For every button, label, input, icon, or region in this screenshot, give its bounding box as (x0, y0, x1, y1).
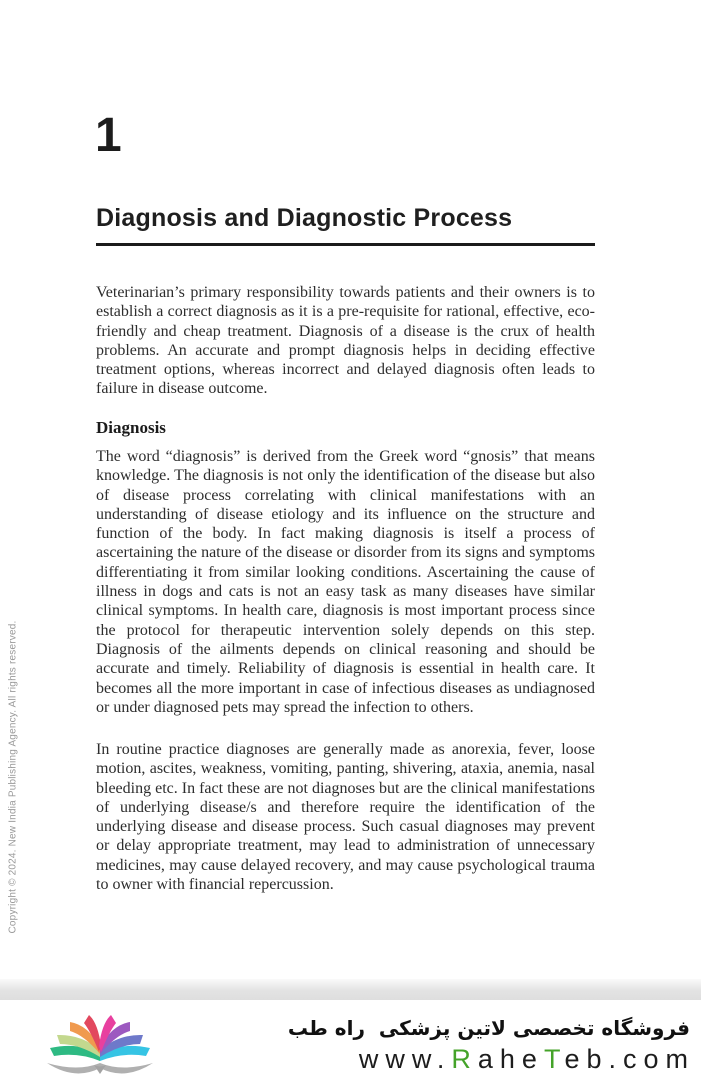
store-title-farsi: فروشگاه تخصصی لاتین پزشکی راه طب (287, 1016, 690, 1040)
website-url (359, 1044, 695, 1075)
routine-practice-paragraph: In routine practice diagnoses are generally made as anorexia, fever, loose motion, ascites, weakness, vomiting, panting, shivering, ataxia, anemia, nasal bleeding etc. In fact these are not diagnoses but are the clinical manifestations of underlying disease/s and therefore require the identification of the underlying disease and disease process. Such casual diagnoses may prevent or delay appropriate treatment, may lead to administration of unnecessary medicines, may cause delayed recovery, and may cause psychological trauma to owner with financial repercussion. (96, 741, 595, 894)
url-letter-r: R (451, 1044, 478, 1074)
copyright-vertical-text: Copyright © 2024. New India Publishing Agency. All rights reserved. (7, 620, 19, 934)
url-part-ahe: ahe (477, 1044, 544, 1074)
diagnosis-paragraph: The word “diagnosis” is derived from the Greek word “gnosis” that means knowledge. The diagnosis is not only the identification of the disease but also of disease process correlating with clinical manifestations with an understanding of disease etiology and its influence on the structure and function of the body. In fact making diagnosis is itself a process of ascertaining the nature of the disease or disorder from its signs and symptoms differentiating it from similar looking conditions. Ascertaining the cause of illness in dogs and cats is not an easy task as many diseases have similar clinical symptoms. In health care, diagnosis is most important process since the protocol for therapeutic intervention solely depends on this step. Diagnosis of the ailments depends on clinical reasoning and should be accurate and timely. Reliability of diagnosis is essential in health care. It becomes all the more important in case of infectious diseases as undiagnosed or under diagnosed pets may spread the infection to others. (96, 448, 595, 716)
chapter-number: 1 (95, 109, 122, 162)
url-part-www: www. (358, 1044, 452, 1074)
chapter-title: Diagnosis and Diagnostic Process (96, 204, 513, 232)
section-heading-diagnosis: Diagnosis (96, 418, 166, 437)
url-part-ebcom: eb.com (564, 1044, 695, 1074)
url-letter-t: T (543, 1044, 565, 1074)
page-edge-shadow (0, 979, 701, 1000)
title-rule (96, 243, 595, 246)
intro-paragraph: Veterinarian’s primary responsibility towards patients and their owners is to establish a correct diagnosis as it is a pre-requisite for rational, effective, eco-friendly and cheap treatment. Diagnosis of a disease is the crux of health problems. An accurate and prompt diagnosis helps in deciding effective treatment options, whereas incorrect and delayed diagnosis often leads to failure in disease outcome. (96, 284, 595, 398)
raheteb-open-book-logo-icon (34, 1006, 166, 1078)
